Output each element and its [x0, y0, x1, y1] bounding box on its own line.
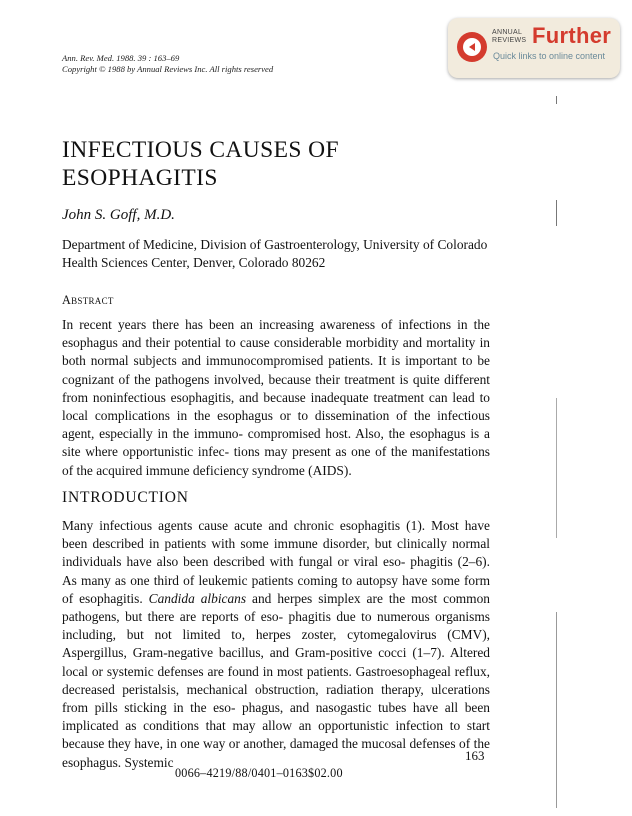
article-code: 0066–4219/88/0401–0163$02.00	[175, 766, 343, 780]
badge-brand: ANNUAL REVIEWS	[492, 29, 527, 44]
margin-mark	[556, 96, 557, 104]
abstract-heading: Abstract	[62, 293, 114, 307]
abstract-text: In recent years there has been an increasing awareness of infections in the esophagus and their potential to cause considerable morbidity and mortality in both normal subjects and immunocompromised patients. It is important to be cognizant of the pathogens involved, because their treatment is quite different from noninfectious esophagitis, and because inadequate treatment can lead to local complications in the esophagus or to dissemination of the infectious agent, especially in the immuno- compromised host. Also, the esophagus is a site where opportunistic infec- tions may present as one of the manifestations of the acquired immune deficiency syndrome (AIDS).	[62, 317, 490, 478]
play-back-arrow-icon	[457, 32, 487, 62]
journal-citation: Ann. Rev. Med. 1988. 39 : 163–69	[62, 53, 180, 63]
margin-mark	[556, 398, 557, 538]
further-badge[interactable]	[448, 18, 620, 78]
italic-species-name: Candida albicans	[148, 590, 247, 606]
badge-further-word: Further	[532, 23, 612, 48]
badge-tagline: Quick links to online content	[493, 51, 606, 61]
article-author: John S. Goff, M.D.	[62, 207, 175, 223]
journal-header	[62, 53, 273, 75]
introduction-heading: INTRODUCTION	[62, 489, 189, 506]
article-affiliation: Department of Medicine, Division of Gastroenterology, University of Colorado Health Sciences Center, Denver, Colorado 80262	[62, 237, 488, 270]
article-title: INFECTIOUS CAUSES OF ESOPHAGITIS	[62, 137, 339, 191]
page-number: 163	[465, 748, 485, 763]
margin-mark	[556, 612, 557, 808]
margin-mark	[556, 200, 557, 226]
introduction-text: Many infectious agents cause acute and chronic esophagitis (1). Most have been described in patients with some immune disorder, but clinically normal individuals have also been described with fungal or viral eso- phagitis (2–6). As many as one third of leukemic patients coming to autopsy have some form of esophagitis. Candida albicans and herpes simplex are the most common pathogens, but there are reports of eso- phagitis due to numerous organisms including, but not limited to, herpes zoster, cytomegalovirus (CMV), Aspergillus, Gram-negative bacillus, and Gram-positive cocci (1–7). Altered local or systemic defenses are found in most patients. Gastroesophageal reflux, decreased peristalsis, mechanical obstruction, radiation therapy, ulcerations from pills sticking in the eso- phagus, and nasogastic tubes have all been implicated as conditions that may allow an opportunistic infection to start because they have, in one way or another, damaged the mucosal defenses of the esophagus. Systemic	[62, 518, 490, 770]
journal-copyright: Copyright © 1988 by Annual Reviews Inc. All rights reserved	[62, 64, 274, 74]
